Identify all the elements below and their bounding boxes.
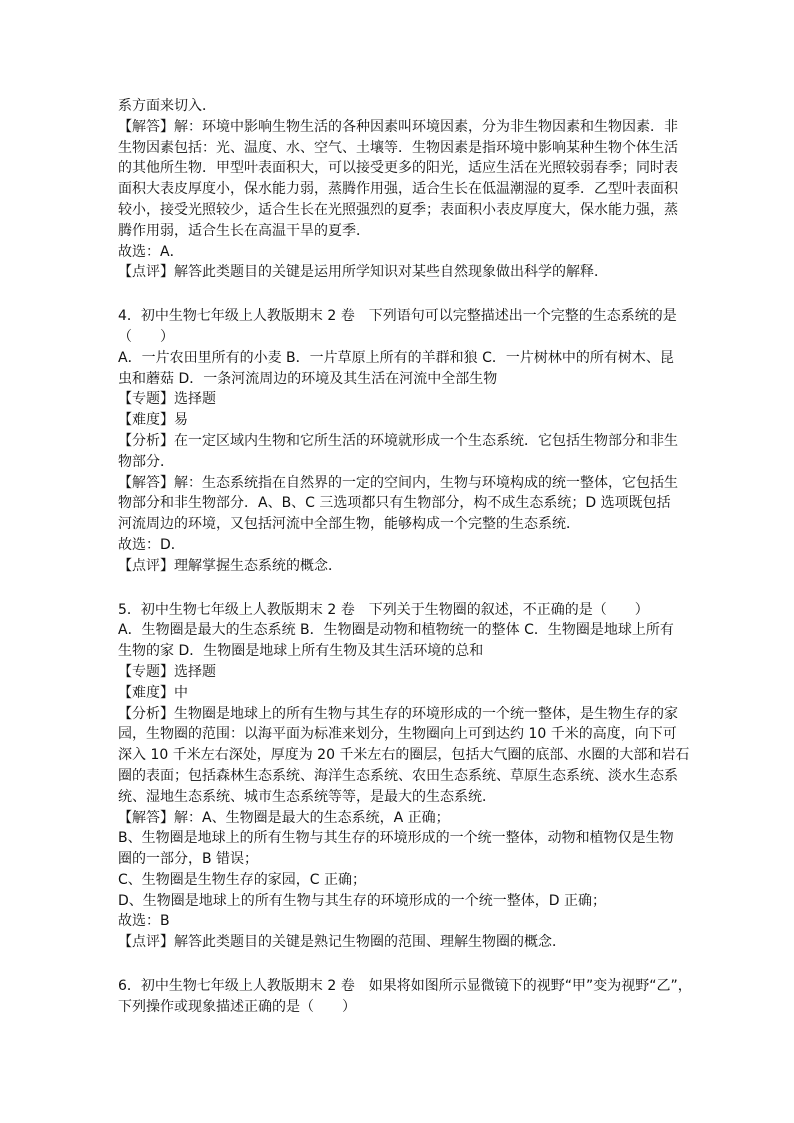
text-line: 园，生物圈的范围：以海平面为标准来划分，生物圈向上可到达约 10 千米的高度，向下可 (118, 726, 677, 743)
text-line: B、生物圈是地球上的所有生物与其生存的环境形成的一个统一整体，动物和植物仅是生物 (118, 830, 674, 847)
section-gap (118, 953, 678, 976)
text-line: 【解答】解：生态系统指在自然界的一定的空间内，生物与环境构成的统一整体，它包括生 (118, 474, 678, 491)
text-line: 虫和蘑菇 D．一条河流周边的环境及其生活在河流中全部生物 (118, 370, 498, 387)
text-line: 较小，接受光照较少，适合生长在光照强烈的夏季；表面积小表皮厚度大，保水能力强，蒸 (118, 201, 678, 218)
text-line: 的其他所生物．甲型叶表面积大，可以接受更多的阳光，适应生活在光照较弱春季；同时表 (118, 160, 678, 177)
text-line: A．生物圈是最大的生态系统 B．生物圈是动物和植物统一的整体 C．生物圈是地球上所有 (118, 622, 674, 639)
text-line: 系方面来切入． (118, 98, 216, 114)
text-line: D、生物圈是地球上的所有生物与其生存的环境形成的一个统一整体，D 正确； (118, 892, 607, 909)
question-4 (118, 306, 678, 576)
text-line: 故选：D． (118, 536, 185, 553)
text-line: 圈的表面；包括森林生态系统、海洋生态系统、农田生态系统、草原生态系统、淡水生态系 (118, 767, 678, 784)
text-line: 【解答】解：环境中影响生物生活的各种因素叫环境因素，分为非生物因素和生物因素．非 (118, 118, 678, 135)
q3-continuation (118, 96, 678, 283)
text-line: 6．初中生物七年级上人教版期末 2 卷 如果将如图所示显微镜下的视野“甲”变为视野“乙”， (118, 978, 692, 995)
question-6 (118, 976, 692, 1018)
text-line: 【分析】在一定区域内生物和它所生活的环境就形成一个生态系统．它包括生物部分和非生 (118, 432, 678, 449)
text-line: 【分析】生物圈是地球上的所有生物与其生存的环境形成的一个统一整体，是生物生存的家 (118, 705, 678, 722)
text-line: 物部分． (118, 453, 174, 470)
text-line: 河流周边的环境，又包括河流中全部生物，能够构成一个完整的生态系统． (118, 516, 580, 533)
text-line: 【点评】解答此类题目的关键是熟记生物圈的范围、理解生物圈的概念． (118, 934, 566, 951)
text-line: 4．初中生物七年级上人教版期末 2 卷 下列语句可以完整描述出一个完整的生态系统的是 (118, 308, 677, 325)
text-line: A．一片农田里所有的小麦 B．一片草原上所有的羊群和狼 C．一片树林中的所有树木、昆 (118, 349, 674, 366)
text-line: 生物因素包括：光、温度、水、空气、土壤等．生物因素是指环境中影响某种生物个体生活 (118, 139, 678, 156)
text-line: 生物的家 D．生物圈是地球上所有生物及其生活环境的总和 (118, 643, 484, 660)
text-line: 【难度】中 (118, 684, 188, 701)
section-gap (118, 577, 678, 600)
text-line: 深入 10 千米左右深处，厚度为 20 千米左右的圈层，包括大气圈的底部、水圈的大部和岩石 (118, 747, 690, 764)
text-line: 物部分和非生物部分．A、B、C 三选项都只有生物部分，构不成生态系统；D 选项既包括 (118, 495, 671, 512)
text-line: 【专题】选择题 (118, 391, 216, 408)
text-line: 【专题】选择题 (118, 663, 216, 680)
text-line: 故选：B (118, 913, 170, 930)
text-line: 腾作用弱，适合生长在高温干旱的夏季． (118, 222, 370, 239)
text-line: 5．初中生物七年级上人教版期末 2 卷 下列关于生物圈的叙述，不正确的是（ ） (118, 601, 649, 618)
text-line: 面积大表皮厚度小，保水能力弱，蒸腾作用强，适合生长在低温潮湿的夏季．乙型叶表面积 (118, 181, 678, 198)
text-line: 【解答】解：A、生物圈是最大的生态系统，A 正确； (118, 809, 450, 826)
text-line: 下列操作或现象描述正确的是（ ） (118, 998, 356, 1015)
text-line: 【难度】易 (118, 412, 188, 429)
question-5 (118, 600, 690, 954)
text-line: 圈的一部分，B 错误； (118, 851, 259, 868)
text-line: 故选：A． (118, 243, 184, 260)
text-line: 统、湿地生态系统、城市生态系统等等，是最大的生态系统． (118, 788, 496, 805)
document-body (118, 96, 692, 1018)
text-line: 【点评】理解掌握生态系统的概念． (118, 557, 342, 574)
text-line: C、生物圈是生物生存的家园，C 正确； (118, 871, 366, 888)
section-gap (118, 283, 678, 306)
text-line: 【点评】解答此类题目的关键是运用所学知识对某些自然现象做出科学的解释． (118, 264, 608, 281)
text-line: （ ） (118, 328, 174, 345)
